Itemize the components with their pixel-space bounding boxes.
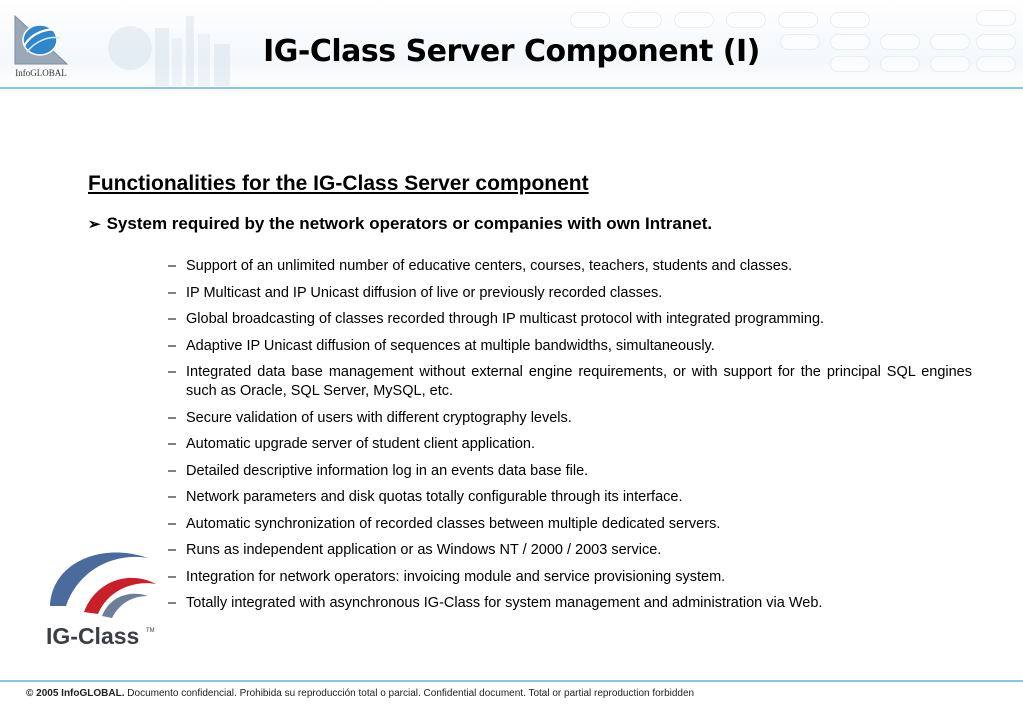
list-item-text: Integrated data base management without external engine requirements, or with support for the principal SQL engines such as Oracle, SQL Server, MySQL, etc. xyxy=(186,364,972,399)
list-item-text: IP Multicast and IP Unicast diffusion of live or previously recorded classes. xyxy=(186,284,663,301)
decorative-shape xyxy=(976,10,1016,26)
list-item-text: Runs as independent application or as Windows NT / 2000 / 2003 service. xyxy=(186,542,662,558)
list-item-text: Global broadcasting of classes recorded through IP multicast protocol with integrated programming. xyxy=(186,311,825,327)
list-item-text: Adaptive IP Unicast diffusion of sequences at multiple bandwidths, simultaneously. xyxy=(186,337,715,354)
list-item: – Automatic synchronization of recorded classes between multiple dedicated servers. xyxy=(168,515,721,532)
footer-notice: Documento confidencial. Prohibida su reproducción total o parcial. Confidential document. Total or partial reproduction forbidden xyxy=(127,688,695,699)
main-bullet-text: System required by the network operators or companies with own Intranet. xyxy=(106,214,713,233)
trademark-mark: TM xyxy=(146,628,155,634)
list-item-text: Secure validation of users with different cryptography levels. xyxy=(186,409,572,426)
list-item: – Totally integrated with asynchronous IG-Class for system management and administration via Web. xyxy=(168,595,823,611)
arrow-right-icon: ➢ xyxy=(88,216,101,233)
decorative-shape xyxy=(830,12,870,28)
slide-header xyxy=(0,0,1023,88)
main-bullet xyxy=(88,214,712,234)
list-item-text: Integration for network operators: invoicing module and service provisioning system. xyxy=(186,568,726,585)
page-title: IG-Class Server Component (I) xyxy=(263,34,760,69)
functionality-list xyxy=(168,257,972,621)
list-item-text: Automatic synchronization of recorded classes between multiple dedicated servers. xyxy=(186,515,721,532)
list-item: – Adaptive IP Unicast diffusion of sequences at multiple bandwidths, simultaneously. xyxy=(168,337,715,354)
list-item: – Runs as independent application or as Windows NT / 2000 / 2003 service. xyxy=(168,542,662,558)
decorative-shape xyxy=(570,12,610,28)
decorative-shape xyxy=(778,12,818,28)
header-divider xyxy=(0,87,1023,89)
list-item: – Network parameters and disk quotas totally configurable through its interface. xyxy=(168,489,683,505)
logo-wordmark: IG-Class xyxy=(46,623,140,649)
list-item: – Detailed descriptive information log in an events data base file. xyxy=(168,462,589,479)
footer xyxy=(26,688,694,699)
footer-divider xyxy=(0,680,1023,682)
list-item-text: Totally integrated with asynchronous IG-Class for system management and administration via Web. xyxy=(186,595,823,611)
list-item-text: Detailed descriptive information log in an events data base file. xyxy=(186,462,589,479)
list-item: – Global broadcasting of classes recorded through IP multicast protocol with integrated programming. xyxy=(168,311,825,327)
list-item: – Secure validation of users with different cryptography levels. xyxy=(168,409,572,426)
company-logo-text: InfoGLOBAL xyxy=(15,68,67,78)
list-item: – IP Multicast and IP Unicast diffusion of live or previously recorded classes. xyxy=(168,284,663,301)
decorative-shape xyxy=(726,12,766,28)
list-item-text: Support of an unlimited number of educative centers, courses, teachers, students and classes. xyxy=(186,258,793,274)
footer-copyright: © 2005 InfoGLOBAL. xyxy=(26,688,125,699)
section-title: Functionalities for the IG-Class Server component xyxy=(88,172,589,195)
list-item: – Automatic upgrade server of student client application. xyxy=(168,436,536,452)
list-item: – Integrated data base management without external engine requirements, or with support for the principal SQL engines such as Oracle, SQL Server, MySQL, etc. xyxy=(168,364,972,399)
list-item-text: Automatic upgrade server of student client application. xyxy=(186,436,536,452)
list-item-text: Network parameters and disk quotas totally configurable through its interface. xyxy=(186,489,683,505)
ig-class-logo xyxy=(44,540,164,652)
list-item: – Support of an unlimited number of educative centers, courses, teachers, students and classes. xyxy=(168,258,793,274)
list-item: – Integration for network operators: invoicing module and service provisioning system. xyxy=(168,568,726,585)
decorative-shape xyxy=(674,12,714,28)
decorative-shape xyxy=(622,12,662,28)
